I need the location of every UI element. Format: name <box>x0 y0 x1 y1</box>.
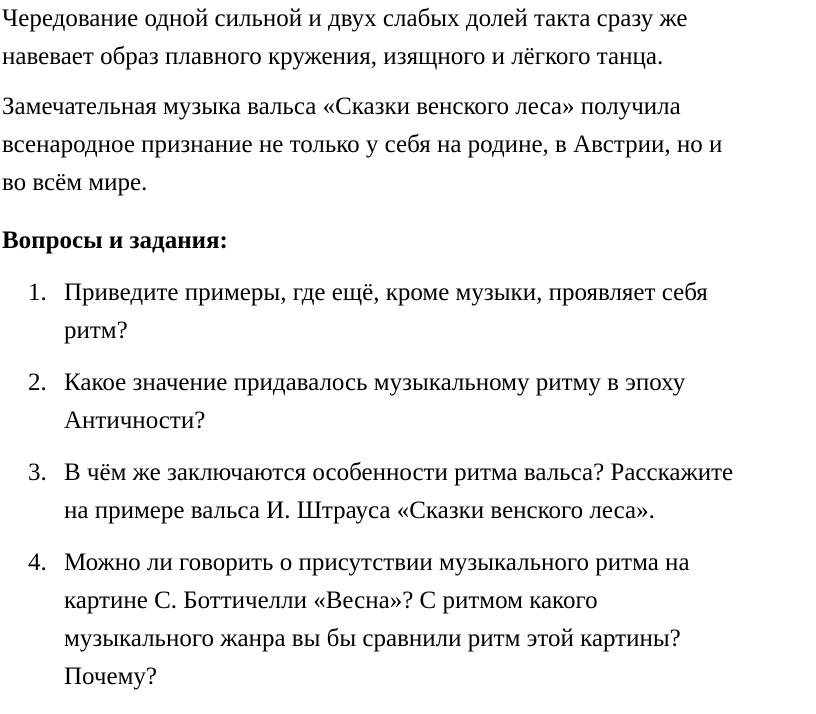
section-heading: Вопросы и задания: <box>2 227 228 254</box>
question-line: музыкального жанра вы бы сравнили ритм этой картины? <box>64 625 681 652</box>
question-line: ритм? <box>64 317 128 344</box>
question-line: Можно ли говорить о присутствии музыкального ритма на <box>64 549 690 576</box>
paragraph-line: навевает образ плавного кружения, изящного и лёгкого танца. <box>2 43 664 70</box>
paragraph-intro <box>2 0 810 76</box>
question-text <box>64 274 708 350</box>
question-text <box>64 544 690 696</box>
question-number: 4. <box>28 549 47 576</box>
question-text <box>64 454 733 530</box>
question-line: на примере вальса И. Штрауса «Сказки венского леса». <box>64 497 655 524</box>
paragraph-line: Замечательная музыка вальса «Сказки венского леса» получила <box>2 93 681 120</box>
question-line: Приведите примеры, где ещё, кроме музыки, проявляет себя <box>64 279 708 306</box>
paragraph-line: во всём мире. <box>2 169 148 196</box>
question-text <box>64 364 685 440</box>
paragraph-line: всенародное признание не только у себя на родине, в Австрии, но и <box>2 131 723 158</box>
question-number: 3. <box>28 459 47 486</box>
question-line: В чём же заключаются особенности ритма вальса? Расскажите <box>64 459 734 486</box>
paragraph-line: Чередование одной сильной и двух слабых долей такта сразу же <box>2 5 688 32</box>
question-line: Античности? <box>64 407 206 434</box>
question-line: Какое значение придавалось музыкальному ритму в эпоху <box>64 369 686 396</box>
paragraph-waltz <box>2 88 810 202</box>
question-number: 1. <box>28 279 47 306</box>
question-line: картине С. Боттичелли «Весна»? С ритмом какого <box>64 587 598 614</box>
question-number: 2. <box>28 369 47 396</box>
question-line: Почему? <box>64 663 157 690</box>
